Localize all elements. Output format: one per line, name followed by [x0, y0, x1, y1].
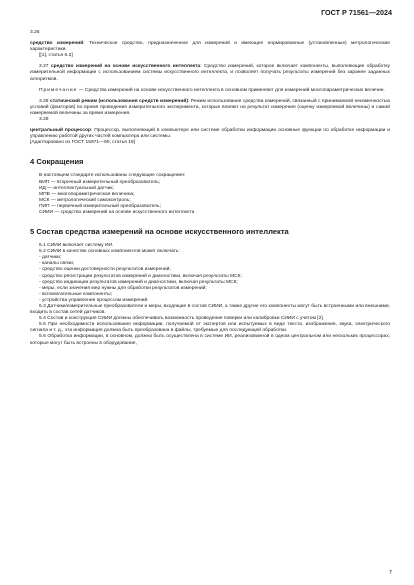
component-list: [30, 255, 390, 304]
section-heading: 4 Сокращения: [30, 157, 84, 167]
term-number: 3.28: [39, 98, 49, 104]
note-label: Примечание: [39, 87, 78, 93]
term-name: средство измерений: [30, 41, 84, 47]
term-entry: [30, 99, 390, 117]
term-name: статический режим (использования средств измерений): [49, 98, 189, 104]
paragraph: 5.5 При необходимости использования информации, получаемой от экспертов или испытуемых в виде текста, изображения, звука, электрического сигнала и т. д., эта информация должна быть преобразована в файлы, требуемые для последующей обработки.: [30, 322, 390, 334]
abbreviation-item: ИД — интеллектуальный датчик;: [39, 185, 114, 191]
standard-header: ГОСТ Р 71561—2024: [321, 8, 392, 17]
term-entry: [30, 64, 390, 82]
term-entry: [30, 41, 390, 53]
note-text: — Средства измерений на основе искусственного интеллекта в основном применяют для измерений многопараметрических величин.: [77, 87, 385, 93]
list-item: - средство оценки достоверности результатов измерений;: [39, 267, 171, 273]
list-item: - вспомогательные компоненты;: [39, 291, 113, 297]
paragraph: 5.3 Датчики/измерительные преобразователи и меры, входящие в состав СИИИ, а также другие его компоненты могут быть встроенными или внешними, входить в состав сетей датчиков.: [30, 304, 390, 316]
term-entry: [30, 128, 390, 140]
abbreviation-item: ПИП — первичный измерительный преобразователь;: [39, 203, 161, 209]
term-number: 3.26: [30, 30, 40, 35]
term-name: средство измерений на основе искусственного интеллекта: [50, 64, 201, 70]
term-name: центральный процессор: [30, 128, 91, 134]
term-definition: : Процессор, выполняющий в компьютере или системе обработки информации основные функции по обработке информации и управлению работой других частей компьютера или системы.: [30, 128, 390, 140]
term-source: [Адаптировано из ГОСТ 15971—90, статья 19]: [30, 140, 136, 146]
term-number: 3.27: [39, 64, 49, 70]
abbreviation-item: ВИП — вторичный измерительный преобразователь;: [39, 179, 161, 185]
page-number: 7: [388, 570, 392, 576]
abbreviation-item: МСК — метрологический самоконтроль;: [39, 197, 131, 203]
paragraph: 5.2 СИИИ в качестве основных компонентов может включать:: [39, 249, 180, 255]
list-item: - средство регистрации результатов измерений и диагностики, включая результаты МСК;: [39, 273, 242, 279]
abbreviation-item: МПВ — многопараметрическая величина;: [39, 191, 135, 197]
term-definition: : Средство измерений, которое включает компоненты, выполняющие обработку измерительной информации с использованием системы искусственного интеллекта, и позволяет получать результаты измерений без заранее заданных алгоритмов.: [30, 64, 390, 82]
term-definition: : Техническое средство, предназначенное для измерений и имеющее нормированные (установленные) метрологические характеристики.: [30, 41, 390, 53]
abbreviation-item: СИИИ — средство измерений на основе искусственного интеллекта: [39, 209, 195, 215]
list-item: - меры, если значения мер нужны для обработки результатов измерений;: [39, 285, 207, 291]
term-note: [30, 88, 390, 94]
list-item: - средство индикации результатов измерений и диагностики, включая результаты МСК;: [39, 279, 238, 285]
term-source: [[1], статья 6.2]: [39, 53, 73, 59]
term-definition: : Режим использования средства измерений, связанный с принимаемой неизменностью условий (факторов) во время проведения измерительного эксперимента, которые влияют на результат измерения (оценку измеряемой величины) и самой измеряемой величины за время измерения.: [30, 98, 391, 116]
document-body: [30, 30, 390, 347]
term-number: 3.29: [39, 117, 49, 123]
paragraph: 5.1 СИИИ включает систему ИИ.: [39, 243, 114, 249]
list-item: - устройства управления процессом измерений.: [39, 297, 149, 303]
paragraph: 5.6 Обработка информации, в основном, должна быть осуществлена в системе ИИ, реализованной в одном центральном или нескольких процессорах, которые могут быть встроены в оборудование,: [30, 334, 390, 346]
paragraph: 5.4 Состав и конструкция СИИИ должны обеспечивать возможность проведения поверки или калибровки СИИИ с учетом [2].: [39, 316, 325, 322]
list-item: - датчики;: [39, 255, 62, 261]
abbreviation-list: [30, 180, 390, 217]
section-intro: В настоящем стандарте использованы следующие сокращения:: [39, 173, 186, 179]
section-heading: 5 Состав средства измерений на основе искусственного интеллекта: [30, 227, 289, 237]
list-item: - каналы связи;: [39, 261, 75, 267]
